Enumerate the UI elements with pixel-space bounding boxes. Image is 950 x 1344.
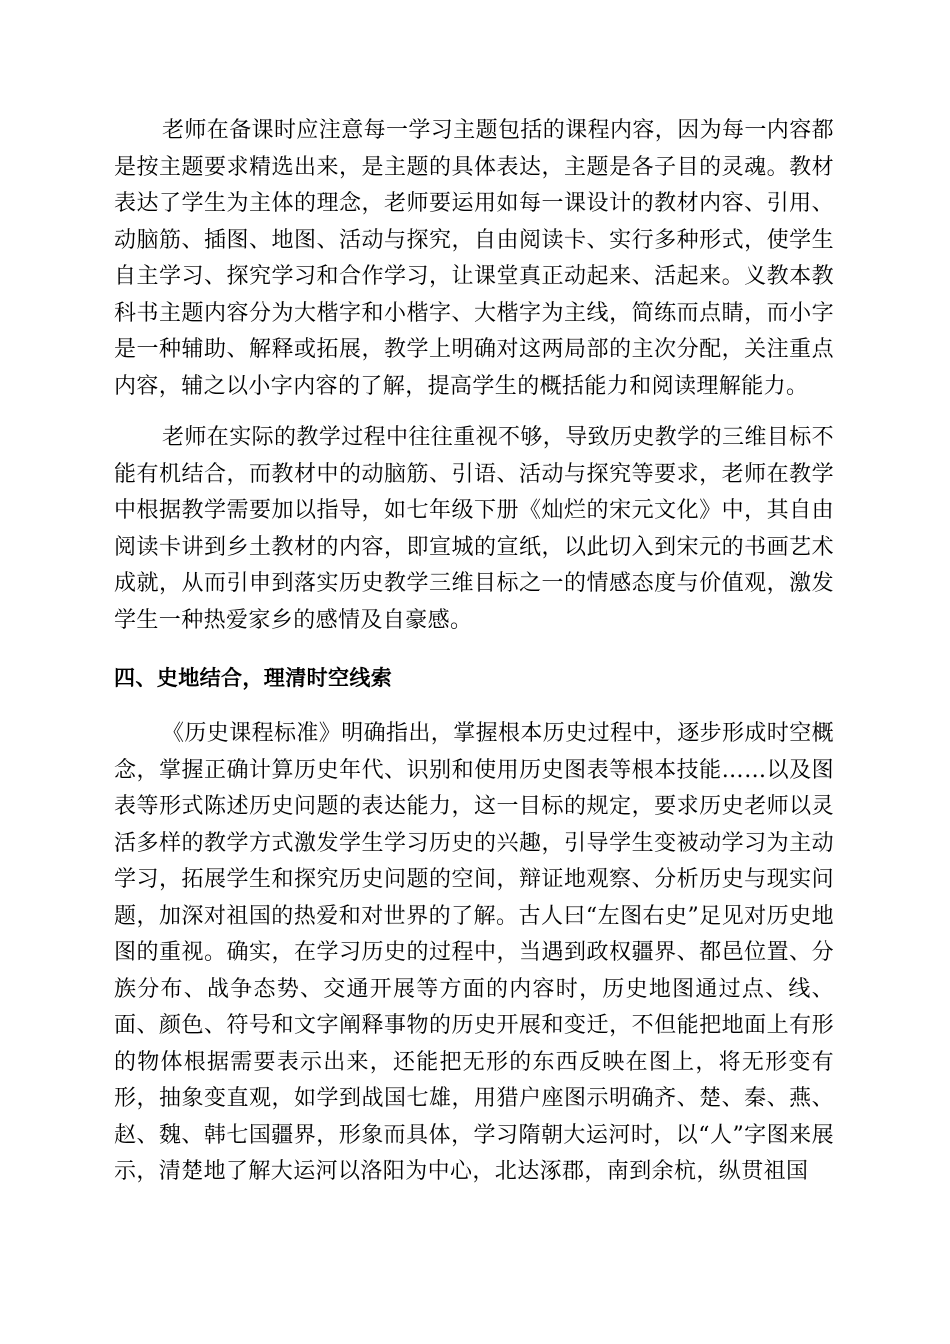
section-heading: 四、史地结合，理清时空线索 xyxy=(114,666,393,690)
paragraph-teaching-practice: 老师在实际的教学过程中往往重视不够，导致历史教学的三维目标不能有机结合，而教材中的动脑筋、引语、活动与探究等要求，老师在教学中根据教学需要加以指导，如七年级下册《灿烂的宋元文化》中，其自由阅读卡讲到乡土教材的内容，即宣城的宣纸，以此切入到宋元的书画艺术成就，从而引申到落实历史教学三维目标之一的情感态度与价值观，激发学生一种热爱家乡的感情及自豪感。 xyxy=(114,425,835,633)
paragraph-lesson-prep: 老师在备课时应注意每一学习主题包括的课程内容，因为每一内容都是按主题要求精选出来，是主题的具体表达，主题是各子目的灵魂。教材表达了学生为主体的理念，老师要运用如每一课设计的教材内容、引用、动脑筋、插图、地图、活动与探究，自由阅读卡、实行多种形式，使学生自主学习、探究学习和合作学习，让课堂真正动起来、活起来。义教本教科书主题内容分为大楷字和小楷字、大楷字为主线，简练而点睛，而小字是一种辅助、解释或拓展，教学上明确对这两局部的主次分配，关注重点内容，辅之以小字内容的了解，提高学生的概括能力和阅读理解能力。 xyxy=(114,118,835,399)
paragraph-history-geography: 《历史课程标准》明确指出，掌握根本历史过程中，逐步形成时空概念，掌握正确计算历史年代、识别和使用历史图表等根本技能……以及图表等形式陈述历史问题的表达能力，这一目标的规定，要求历史老师以灵活多样的教学方式激发学生学习历史的兴趣，引导学生变被动学习为主动学习，拓展学生和探究历史问题的空间，辩证地观察、分析历史与现实问题，加深对祖国的热爱和对世界的了解。古人曰“左图右史”足见对历史地图的重视。确实，在学习历史的过程中，当遇到政权疆界、都邑位置、分族分布、战争态势、交通开展等方面的内容时，历史地图通过点、线、面、颜色、符号和文字阐释事物的历史开展和变迁，不但能把地面上有形的物体根据需要表示出来，还能把无形的东西反映在图上，将无形变有形，抽象变直观，如学到战国七雄，用猎户座图示明确齐、楚、秦、燕、赵、魏、韩七国疆界，形象而具体，学习隋朝大运河时，以“人”字图来展示，清楚地了解大运河以洛阳为中心，北达涿郡，南到余杭，纵贯祖国 xyxy=(114,721,835,1184)
document-body xyxy=(114,113,834,1191)
